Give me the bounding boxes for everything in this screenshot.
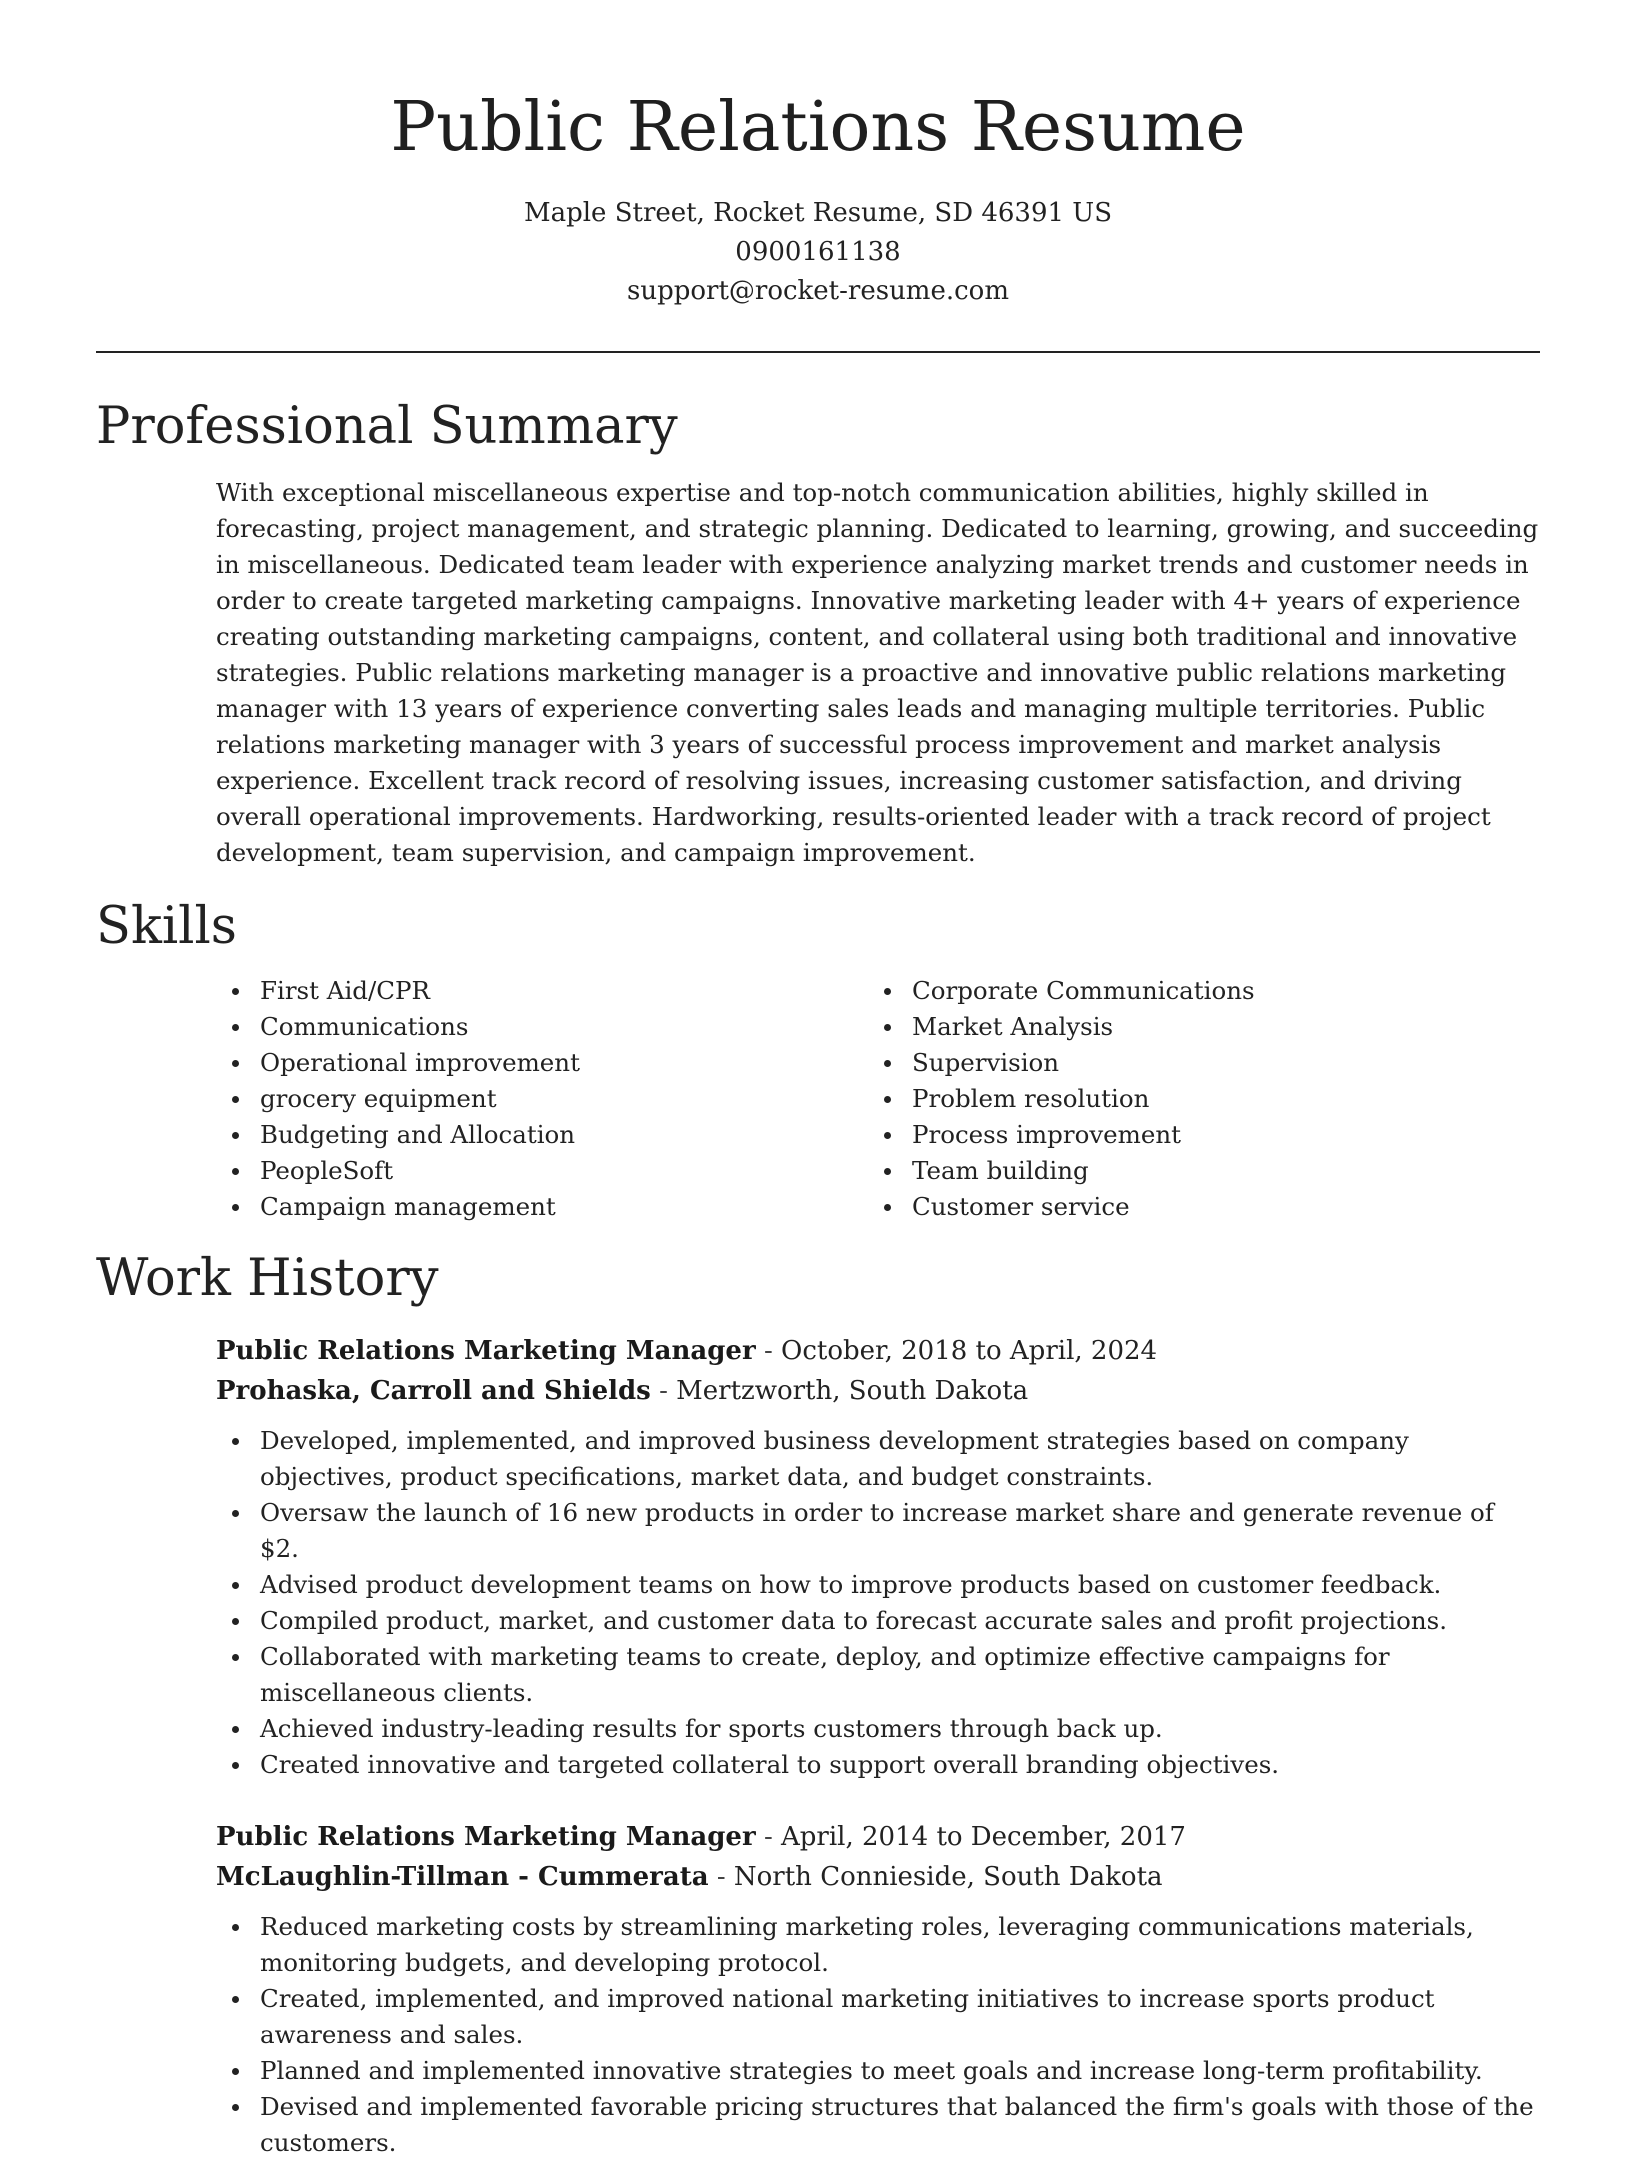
skill-item: grocery equipment — [216, 1081, 868, 1117]
separator: - — [763, 1336, 781, 1366]
summary-text: With exceptional miscellaneous expertise and top-notch communication abilities, highly skilled in forecasting, project management, and strategic planning. Dedicated to learning, growing, and succeeding in miscellaneous. Dedicated team leader with experience analyzing market trends and customer needs in order to create targeted marketing campaigns. Innovative marketing leader with 4+ years of experience creating outstanding marketing campaigns, content, and collateral using both traditional and innovative strategies. Public relations marketing manager is a proactive and innovative public relations marketing manager with 13 years of experience converting sales leads and managing multiple territories. Public relations marketing manager with 3 years of successful process improvement and market analysis experience. Excellent track record of resolving issues, increasing customer satisfaction, and driving overall operational improvements. Hardworking, results-oriented leader with a track record of project development, team supervision, and campaign improvement. — [216, 478, 1539, 867]
job-company-line — [216, 1857, 1540, 1897]
job-dates: October, 2018 to April, 2024 — [781, 1336, 1158, 1366]
address: Maple Street, Rocket Resume, SD 46391 US — [523, 198, 1113, 228]
separator: - — [763, 1822, 781, 1852]
separator: - — [716, 1862, 734, 1892]
job-responsibilities — [216, 1423, 1540, 1783]
skill-item: Customer service — [868, 1189, 1520, 1225]
job-company: McLaughlin-Tillman - Cummerata — [216, 1862, 709, 1892]
skills-heading: Skills — [96, 897, 237, 956]
responsibility-item: Collaborated with marketing teams to create, deploy, and optimize effective campaigns for miscellaneous clients. — [216, 1639, 1540, 1711]
skill-item: Problem resolution — [868, 1081, 1520, 1117]
responsibility-item: Oversaw the launch of 16 new products in order to increase market share and generate revenue of $2. — [216, 1495, 1540, 1567]
job-dates: April, 2014 to December, 2017 — [781, 1822, 1186, 1852]
skills-column-left — [216, 973, 868, 1225]
job-role-line — [216, 1331, 1540, 1371]
skill-item: Operational improvement — [216, 1045, 868, 1081]
resume-page — [96, 0, 1540, 2157]
skill-item: Budgeting and Allocation — [216, 1117, 868, 1153]
contact-info — [96, 194, 1540, 311]
skill-item: Campaign management — [216, 1189, 868, 1225]
resume-header — [96, 0, 1540, 311]
job-role-line — [216, 1817, 1540, 1857]
responsibility-item: Reduced marketing costs by streamlining marketing roles, leveraging communications materials, monitoring budgets, and developing protocol. — [216, 1909, 1540, 1981]
skill-item: PeopleSoft — [216, 1153, 868, 1189]
job-role: Public Relations Marketing Manager — [216, 1822, 756, 1852]
responsibility-item: Compiled product, market, and customer data to forecast accurate sales and profit projections. — [216, 1603, 1540, 1639]
skill-item: Supervision — [868, 1045, 1520, 1081]
job-entry — [216, 1817, 1540, 2161]
summary-heading: Professional Summary — [96, 397, 678, 456]
responsibility-item: Created innovative and targeted collateral to support overall branding objectives. — [216, 1747, 1540, 1783]
job-entry — [216, 1331, 1540, 1783]
skill-item: Corporate Communications — [868, 973, 1520, 1009]
job-responsibilities — [216, 1909, 1540, 2161]
skill-item: Process improvement — [868, 1117, 1520, 1153]
email-address: support@rocket-resume.com — [626, 276, 1009, 306]
responsibility-item: Devised and implemented favorable pricing structures that balanced the firm's goals with those of the customers. — [216, 2089, 1540, 2161]
skill-item: Communications — [216, 1009, 868, 1045]
responsibility-item: Advised product development teams on how to improve products based on customer feedback. — [216, 1567, 1540, 1603]
skill-item: Team building — [868, 1153, 1520, 1189]
resume-title: Public Relations Resume — [390, 88, 1246, 167]
skill-item: Market Analysis — [868, 1009, 1520, 1045]
job-company: Prohaska, Carroll and Shields — [216, 1376, 651, 1406]
work-history-heading: Work History — [96, 1249, 439, 1308]
skill-item: First Aid/CPR — [216, 973, 868, 1009]
separator: - — [659, 1376, 677, 1406]
responsibility-item: Achieved industry-leading results for sports customers through back up. — [216, 1711, 1540, 1747]
job-location: North Connieside, South Dakota — [733, 1862, 1163, 1892]
job-role: Public Relations Marketing Manager — [216, 1336, 756, 1366]
skills-list — [216, 973, 1540, 1225]
job-company-line — [216, 1371, 1540, 1411]
header-divider — [96, 351, 1540, 353]
responsibility-item: Created, implemented, and improved national marketing initiatives to increase sports product awareness and sales. — [216, 1981, 1540, 2053]
phone-number: 0900161138 — [735, 237, 901, 267]
skills-column-right — [868, 973, 1520, 1225]
job-location: Mertzworth, South Dakota — [676, 1376, 1029, 1406]
responsibility-item: Developed, implemented, and improved business development strategies based on company objectives, product specifications, market data, and budget constraints. — [216, 1423, 1540, 1495]
responsibility-item: Planned and implemented innovative strategies to meet goals and increase long-term profitability. — [216, 2053, 1540, 2089]
